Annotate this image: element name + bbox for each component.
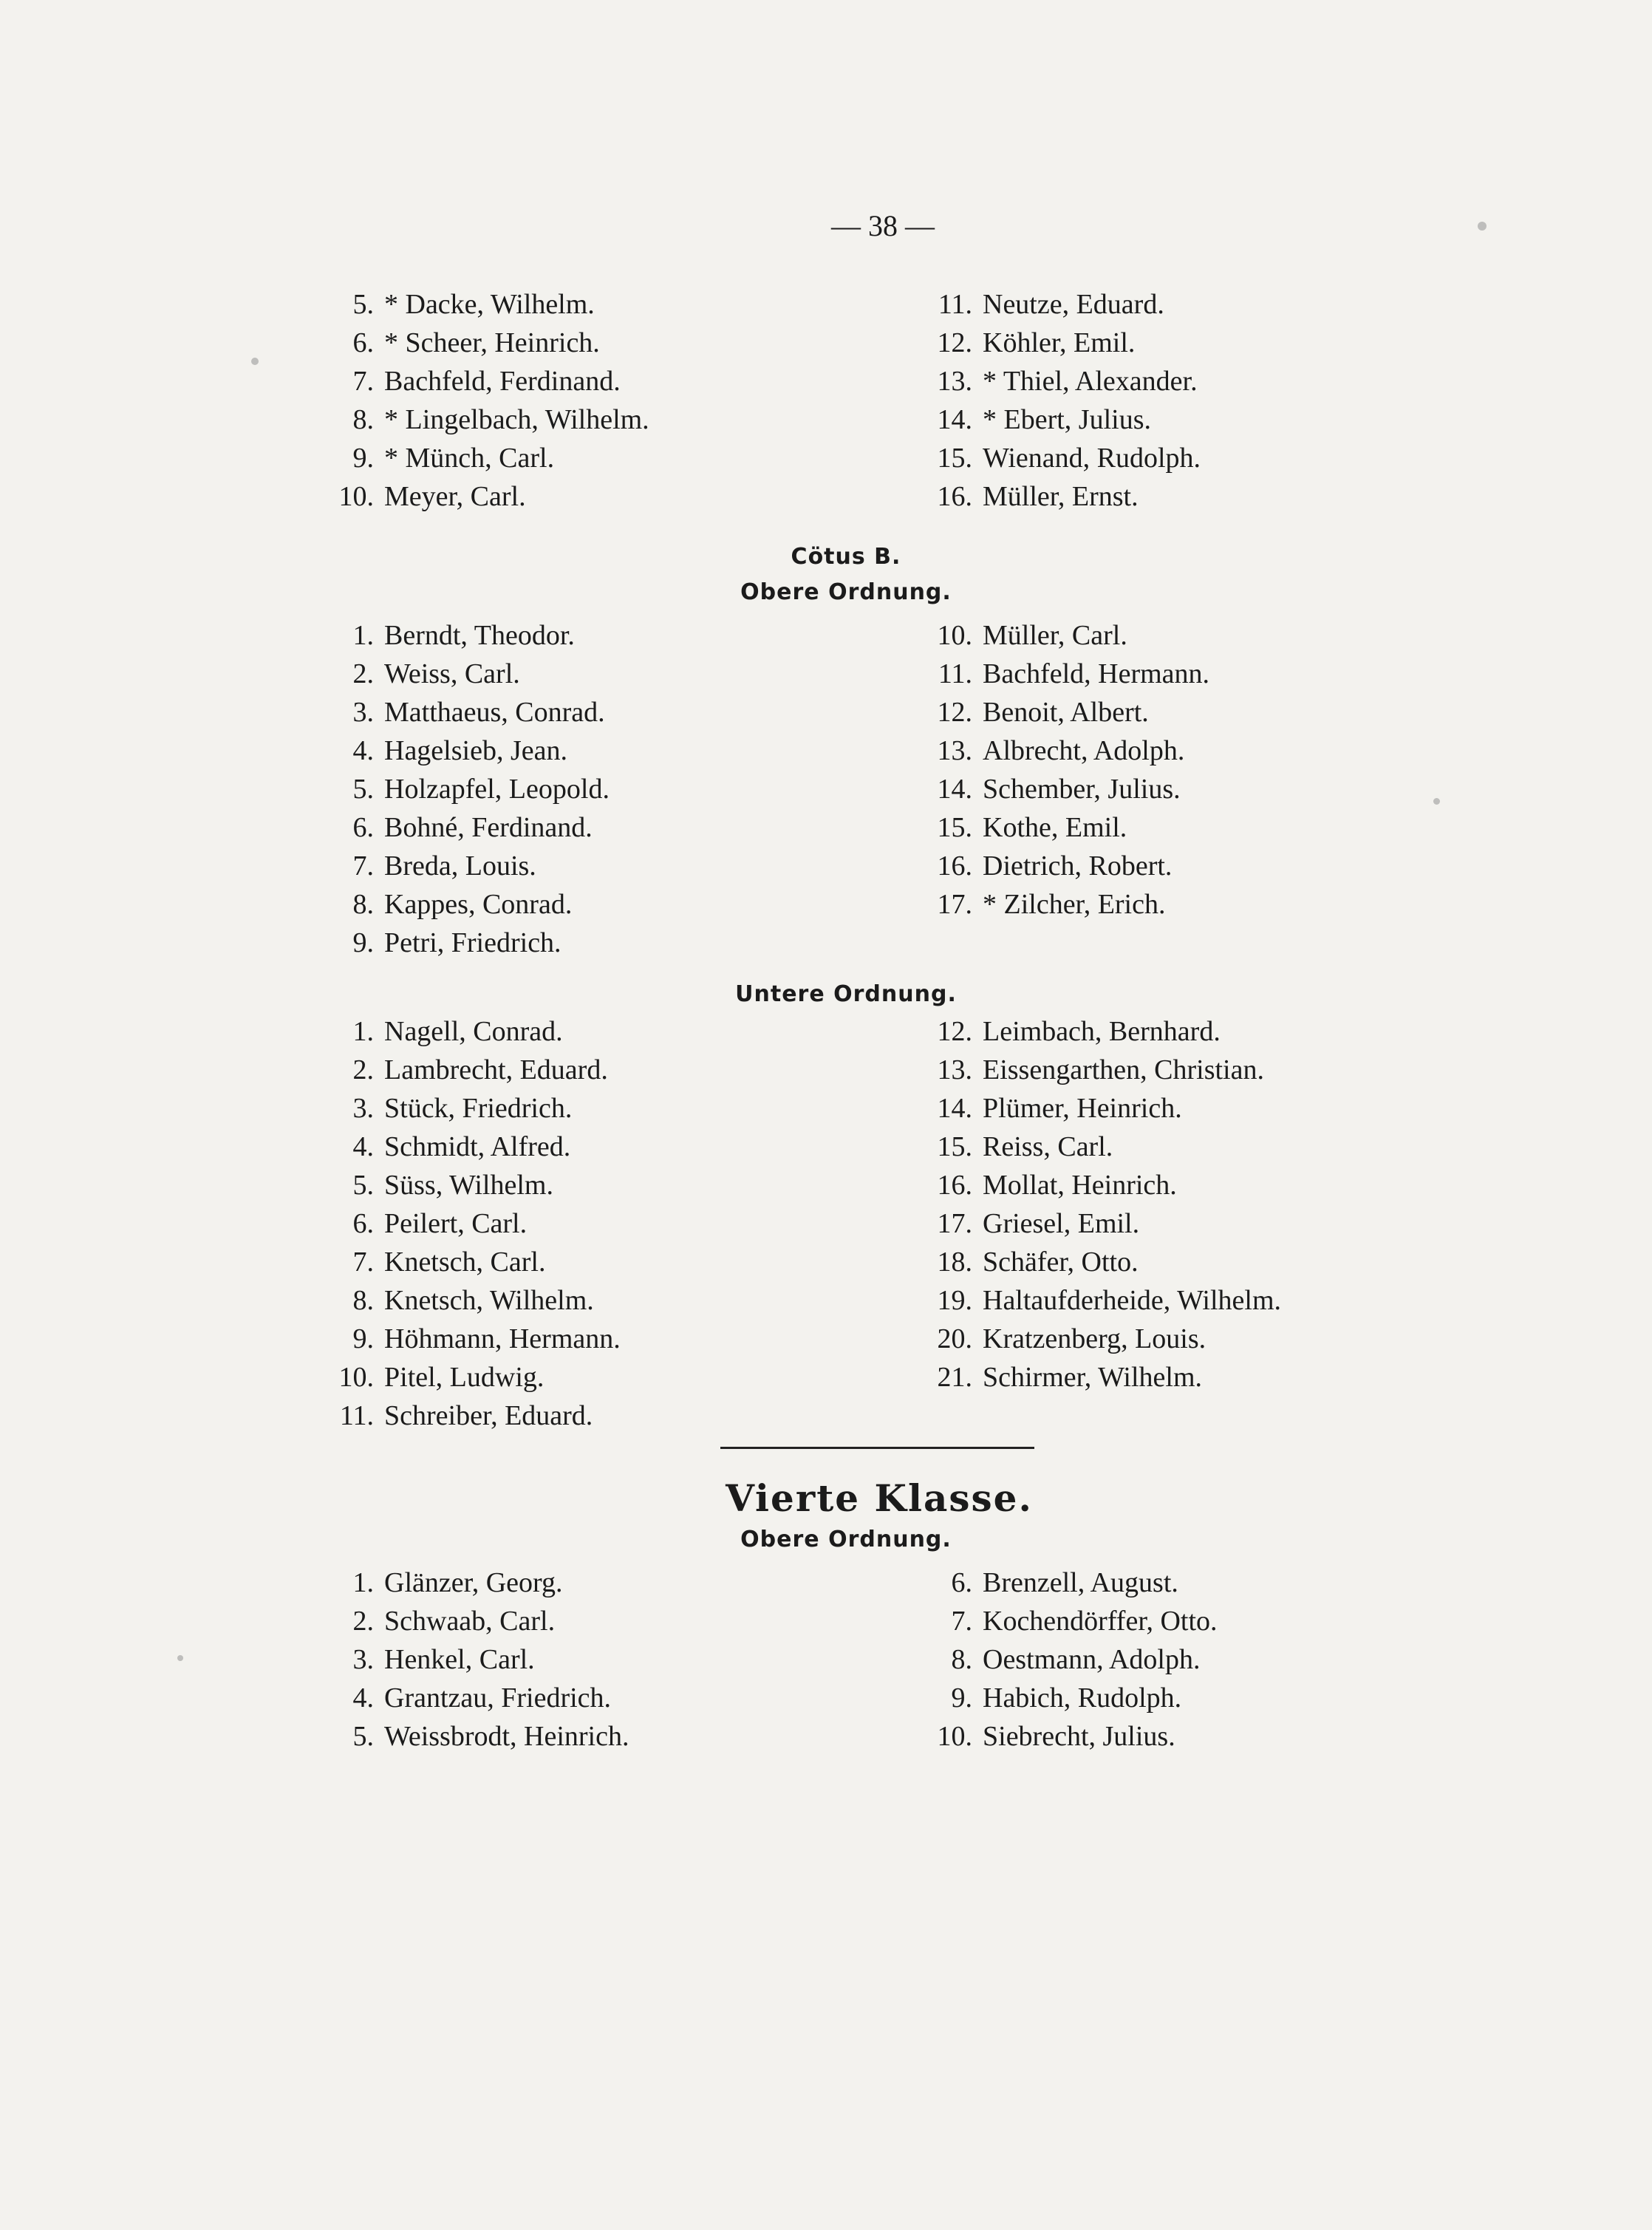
list-item <box>924 732 1367 770</box>
item-number: 13. <box>937 1054 972 1085</box>
list-item <box>325 1166 924 1204</box>
item-name: Matthaeus, Conrad. <box>384 697 605 728</box>
item-number: 5. <box>352 774 374 805</box>
item-number: 1. <box>352 620 374 651</box>
item-name: Oestmann, Adolph. <box>983 1644 1201 1675</box>
item-number: 7. <box>352 1247 374 1278</box>
item-number: 2. <box>352 1606 374 1637</box>
item-number: 3. <box>352 1093 374 1124</box>
item-name: Bohné, Ferdinand. <box>384 812 593 843</box>
list-item <box>924 1358 1367 1397</box>
list-item <box>924 400 1367 439</box>
list-item <box>924 1204 1367 1243</box>
item-number: 13. <box>937 735 972 766</box>
coetus-b-untere-list <box>325 1012 1367 1435</box>
list-item <box>325 1602 924 1640</box>
item-name: Kochendörffer, Otto. <box>983 1606 1218 1637</box>
paper-speck <box>1433 798 1440 805</box>
item-name: Griesel, Emil. <box>983 1208 1140 1239</box>
item-name: Dietrich, Robert. <box>983 850 1173 882</box>
list-item <box>325 1320 924 1358</box>
coetus-b-heading-block <box>325 539 1367 610</box>
item-number: 2. <box>352 658 374 689</box>
item-name: Müller, Carl. <box>983 620 1127 651</box>
item-number: 6. <box>352 812 374 843</box>
divider-rule <box>720 1447 1034 1449</box>
item-name: Müller, Ernst. <box>983 481 1139 512</box>
list-item <box>924 439 1367 477</box>
subsection-heading: Obere Ordnung. <box>740 1527 952 1552</box>
list-item <box>325 1397 924 1435</box>
item-number: 14. <box>937 774 972 805</box>
left-column <box>325 1564 924 1756</box>
list-item <box>924 885 1367 924</box>
item-number: 12. <box>937 327 972 358</box>
item-name: Kappes, Conrad. <box>384 889 573 920</box>
list-item <box>924 1679 1367 1717</box>
item-name: Glänzer, Georg. <box>384 1567 563 1598</box>
item-name: * Ebert, Julius. <box>983 404 1151 435</box>
item-number: 6. <box>352 327 374 358</box>
item-name: Holzapfel, Leopold. <box>384 774 610 805</box>
right-column <box>924 1012 1367 1435</box>
item-number: 12. <box>937 1016 972 1047</box>
item-name: Knetsch, Carl. <box>384 1247 546 1278</box>
top-left-column <box>325 285 924 516</box>
item-name: Schreiber, Eduard. <box>384 1400 593 1431</box>
item-name: Bachfeld, Ferdinand. <box>384 366 621 397</box>
item-number: 12. <box>937 697 972 728</box>
list-item <box>924 808 1367 847</box>
item-name: * Lingelbach, Wilhelm. <box>384 404 649 435</box>
item-name: Nagell, Conrad. <box>384 1016 563 1047</box>
item-name: Lambrecht, Eduard. <box>384 1054 608 1085</box>
item-name: Haltaufderheide, Wilhelm. <box>983 1285 1282 1316</box>
list-item <box>325 885 924 924</box>
item-name: Neutze, Eduard. <box>983 289 1164 320</box>
top-right-column <box>924 285 1367 516</box>
item-name: Stück, Friedrich. <box>384 1093 573 1124</box>
list-item <box>924 1602 1367 1640</box>
item-name: Bachfeld, Hermann. <box>983 658 1210 689</box>
right-column <box>924 616 1367 962</box>
item-name: Höhmann, Hermann. <box>384 1323 621 1354</box>
item-number: 17. <box>937 889 972 920</box>
list-item <box>924 324 1367 362</box>
item-name: Schember, Julius. <box>983 774 1181 805</box>
item-name: Hagelsieb, Jean. <box>384 735 567 766</box>
paper-speck <box>177 1655 183 1661</box>
list-item <box>325 285 924 324</box>
list-item <box>924 1320 1367 1358</box>
list-item <box>924 477 1367 516</box>
list-item <box>325 1204 924 1243</box>
vierte-obere-list <box>325 1564 1367 1756</box>
paper-speck <box>1478 222 1487 231</box>
item-number: 16. <box>937 1170 972 1201</box>
item-name: Siebrecht, Julius. <box>983 1721 1175 1752</box>
list-item <box>924 1051 1367 1089</box>
item-number: 8. <box>951 1644 972 1675</box>
item-number: 14. <box>937 1093 972 1124</box>
top-name-block <box>325 285 1367 516</box>
list-item <box>325 847 924 885</box>
item-name: Weiss, Carl. <box>384 658 520 689</box>
item-name: * Dacke, Wilhelm. <box>384 289 595 320</box>
item-name: Berndt, Theodor. <box>384 620 575 651</box>
class-heading: Vierte Klasse. <box>726 1476 1033 1520</box>
item-number: 9. <box>951 1682 972 1714</box>
item-name: Reiss, Carl. <box>983 1131 1113 1162</box>
list-item <box>325 324 924 362</box>
item-number: 8. <box>352 1285 374 1316</box>
coetus-b-obere-list <box>325 616 1367 962</box>
item-number: 18. <box>937 1247 972 1278</box>
item-number: 1. <box>352 1567 374 1598</box>
list-item <box>924 1564 1367 1602</box>
list-item <box>325 1358 924 1397</box>
list-item <box>924 847 1367 885</box>
page-number: — 38 — <box>831 209 935 242</box>
item-name: Grantzau, Friedrich. <box>384 1682 612 1714</box>
item-number: 11. <box>938 658 972 689</box>
item-name: Schmidt, Alfred. <box>384 1131 571 1162</box>
item-number: 19. <box>937 1285 972 1316</box>
item-number: 8. <box>352 404 374 435</box>
list-item <box>325 439 924 477</box>
item-number: 20. <box>937 1323 972 1354</box>
list-item <box>325 655 924 693</box>
item-number: 16. <box>937 481 972 512</box>
list-item <box>325 1051 924 1089</box>
item-number: 7. <box>352 850 374 882</box>
item-name: Albrecht, Adolph. <box>983 735 1185 766</box>
subsection-heading: Untere Ordnung. <box>735 981 957 1007</box>
list-item <box>325 1281 924 1320</box>
paper-speck <box>251 358 259 365</box>
item-number: 10. <box>338 1362 374 1393</box>
list-item <box>924 770 1367 808</box>
item-number: 3. <box>352 1644 374 1675</box>
item-number: 16. <box>937 850 972 882</box>
item-number: 4. <box>352 1682 374 1714</box>
list-item <box>325 400 924 439</box>
item-number: 5. <box>352 1170 374 1201</box>
list-item <box>325 1243 924 1281</box>
list-item <box>325 808 924 847</box>
item-number: 5. <box>352 1721 374 1752</box>
list-item <box>325 362 924 400</box>
item-number: 21. <box>937 1362 972 1393</box>
list-item <box>325 1679 924 1717</box>
item-name: * Scheer, Heinrich. <box>384 327 600 358</box>
item-name: Mollat, Heinrich. <box>983 1170 1177 1201</box>
vierte-obere-heading-block <box>325 1522 1367 1558</box>
list-item <box>325 693 924 732</box>
item-name: Schirmer, Wilhelm. <box>983 1362 1203 1393</box>
item-number: 17. <box>937 1208 972 1239</box>
list-item <box>924 1243 1367 1281</box>
list-item <box>924 1640 1367 1679</box>
item-number: 9. <box>352 927 374 958</box>
list-item <box>924 285 1367 324</box>
left-column <box>325 616 924 962</box>
item-number: 13. <box>937 366 972 397</box>
item-number: 1. <box>352 1016 374 1047</box>
item-number: 9. <box>352 1323 374 1354</box>
list-item <box>924 362 1367 400</box>
list-item <box>325 924 924 962</box>
list-item <box>924 655 1367 693</box>
list-item <box>325 1640 924 1679</box>
item-number: 15. <box>937 1131 972 1162</box>
list-item <box>325 477 924 516</box>
item-number: 4. <box>352 735 374 766</box>
item-name: Plümer, Heinrich. <box>983 1093 1182 1124</box>
list-item <box>924 1166 1367 1204</box>
list-item <box>924 1128 1367 1166</box>
item-name: Henkel, Carl. <box>384 1644 535 1675</box>
item-name: Kratzenberg, Louis. <box>983 1323 1206 1354</box>
list-item <box>325 1089 924 1128</box>
item-number: 10. <box>338 481 374 512</box>
item-number: 8. <box>352 889 374 920</box>
item-name: Habich, Rudolph. <box>983 1682 1182 1714</box>
item-number: 9. <box>352 443 374 474</box>
item-number: 4. <box>352 1131 374 1162</box>
list-item <box>325 1717 924 1756</box>
item-number: 7. <box>352 366 374 397</box>
list-item <box>924 1012 1367 1051</box>
list-item <box>325 1128 924 1166</box>
item-number: 6. <box>352 1208 374 1239</box>
item-name: Petri, Friedrich. <box>384 927 562 958</box>
item-name: Pitel, Ludwig. <box>384 1362 545 1393</box>
item-name: Peilert, Carl. <box>384 1208 528 1239</box>
item-name: Süss, Wilhelm. <box>384 1170 553 1201</box>
item-name: Eissengarthen, Christian. <box>983 1054 1264 1085</box>
item-name: Benoit, Albert. <box>983 697 1149 728</box>
list-item <box>924 1717 1367 1756</box>
item-number: 2. <box>352 1054 374 1085</box>
list-item <box>325 732 924 770</box>
item-name: Leimbach, Bernhard. <box>983 1016 1221 1047</box>
subsection-heading: Obere Ordnung. <box>740 579 952 605</box>
item-name: Knetsch, Wilhelm. <box>384 1285 594 1316</box>
item-number: 7. <box>951 1606 972 1637</box>
list-item <box>924 1089 1367 1128</box>
item-number: 10. <box>937 620 972 651</box>
list-item <box>325 770 924 808</box>
item-name: * Thiel, Alexander. <box>983 366 1198 397</box>
item-name: Breda, Louis. <box>384 850 536 882</box>
item-number: 3. <box>352 697 374 728</box>
list-item <box>325 616 924 655</box>
item-name: * Münch, Carl. <box>384 443 555 474</box>
item-number: 5. <box>352 289 374 320</box>
list-item <box>325 1564 924 1602</box>
item-name: Schwaab, Carl. <box>384 1606 556 1637</box>
untere-heading-block <box>325 977 1367 1012</box>
item-number: 11. <box>339 1400 374 1431</box>
item-number: 11. <box>938 289 972 320</box>
item-name: Meyer, Carl. <box>384 481 526 512</box>
item-number: 6. <box>951 1567 972 1598</box>
item-name: Weissbrodt, Heinrich. <box>384 1721 629 1752</box>
list-item <box>325 1012 924 1051</box>
item-name: * Zilcher, Erich. <box>983 889 1166 920</box>
section-heading: Cötus B. <box>791 544 901 570</box>
item-number: 15. <box>937 443 972 474</box>
right-column <box>924 1564 1367 1756</box>
list-item <box>924 693 1367 732</box>
item-name: Köhler, Emil. <box>983 327 1136 358</box>
item-name: Kothe, Emil. <box>983 812 1127 843</box>
list-item <box>924 616 1367 655</box>
item-name: Wienand, Rudolph. <box>983 443 1201 474</box>
item-number: 14. <box>937 404 972 435</box>
list-item <box>924 1281 1367 1320</box>
item-name: Schäfer, Otto. <box>983 1247 1139 1278</box>
item-number: 10. <box>937 1721 972 1752</box>
item-name: Brenzell, August. <box>983 1567 1178 1598</box>
item-number: 15. <box>937 812 972 843</box>
left-column <box>325 1012 924 1435</box>
